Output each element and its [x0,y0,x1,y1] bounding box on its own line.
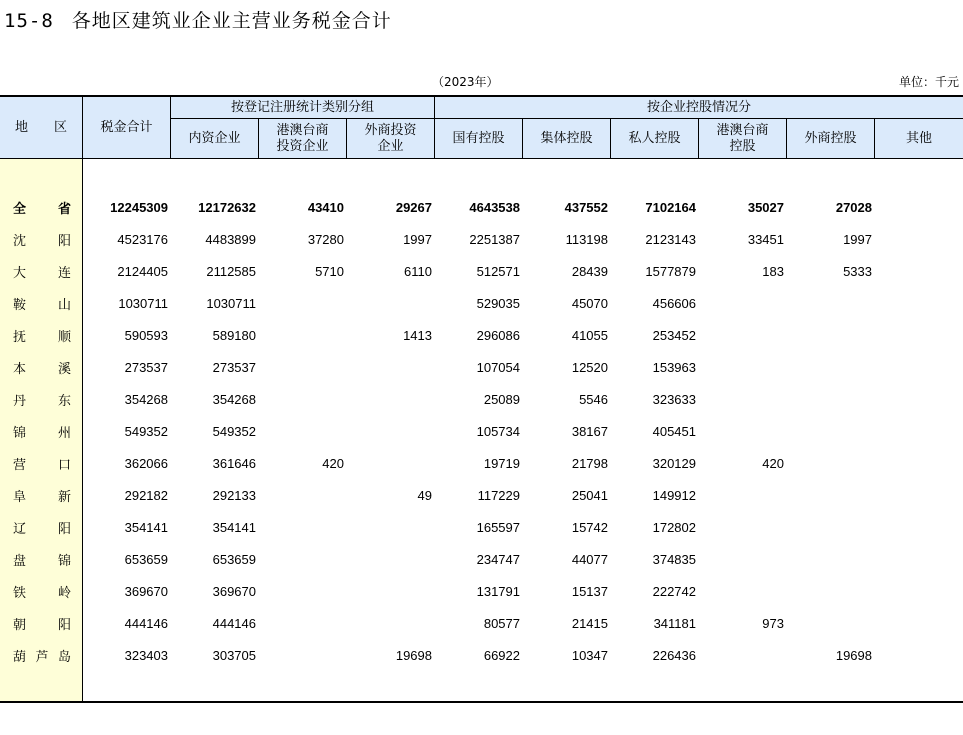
cell-collective: 5546 [579,391,608,407]
cell-foreign-invest: 49 [417,487,432,503]
cell-hkmt-ctrl: 420 [762,455,784,471]
cell-foreign-invest [346,543,432,575]
cell-foreign-ctrl [786,415,872,447]
region-name: 铁 岭 [13,585,71,601]
cell-hkmt-invest [258,479,344,511]
table-row [0,543,963,575]
cell-hkmt-ctrl: 183 [762,263,784,279]
unit-label: 单位：千元 [898,75,959,89]
cell-domestic: 292133 [212,487,256,503]
cell-domestic: 354141 [212,519,256,535]
cell-hkmt-invest [258,415,344,447]
table-row [0,607,963,639]
cell-hkmt-ctrl [698,319,784,351]
cell-private: 456606 [652,295,696,311]
cell-total: 273537 [124,359,168,375]
cell-collective: 41055 [571,327,608,343]
header-hkmt-invest: 港澳台商 投资企业 [276,123,329,154]
region-name: 抚 顺 [13,329,71,345]
cell-total: 362066 [124,455,168,471]
cell-hkmt-invest: 420 [322,455,344,471]
cell-domestic: 369670 [212,583,256,599]
cell-hkmt-ctrl [698,383,784,415]
cell-total: 1030711 [118,295,168,311]
cell-foreign-invest: 1997 [403,231,432,247]
cell-domestic: 2112585 [206,263,256,279]
cell-hkmt-ctrl [698,479,784,511]
cell-other [874,479,960,511]
cell-foreign-ctrl: 27028 [835,199,872,215]
cell-collective: 10347 [571,647,608,663]
cell-foreign-invest [346,607,432,639]
cell-other [874,191,960,223]
header-state: 国有控股 [452,131,505,146]
cell-domestic: 273537 [212,359,256,375]
cell-other [874,447,960,479]
cell-state: 66922 [483,647,520,663]
cell-hkmt-ctrl [698,639,784,671]
cell-private: 374835 [652,551,696,567]
cell-hkmt-ctrl: 35027 [747,199,784,215]
cell-collective: 437552 [564,199,608,215]
header-other: 其他 [905,131,932,146]
region-name: 辽 阳 [13,521,71,537]
table-row [0,287,963,319]
cell-foreign-ctrl: 1997 [843,231,872,247]
region-name: 盘 锦 [13,553,71,569]
cell-foreign-ctrl: 5333 [843,263,872,279]
cell-total: 323403 [124,647,168,663]
cell-hkmt-invest [258,287,344,319]
cell-private: 320129 [652,455,696,471]
cell-total: 4523176 [117,231,168,247]
cell-domestic: 4483899 [205,231,256,247]
cell-state: 19719 [483,455,520,471]
region-name: 本 溪 [13,361,71,377]
cell-private: 341181 [653,615,696,631]
table-row [0,255,963,287]
cell-other [874,511,960,543]
cell-collective: 21415 [571,615,608,631]
cell-hkmt-ctrl [698,415,784,447]
cell-other [874,255,960,287]
cell-hkmt-invest [258,607,344,639]
cell-state: 4643538 [469,199,520,215]
table-row [0,447,963,479]
cell-foreign-ctrl: 19698 [835,647,872,663]
cell-domestic: 549352 [212,423,256,439]
header-group-registration: 按登记注册统计类别分组 [230,99,374,115]
cell-domestic: 444146 [212,615,256,631]
cell-state: 165597 [476,519,520,535]
cell-hkmt-ctrl [698,287,784,319]
cell-domestic: 653659 [212,551,256,567]
cell-domestic: 12172632 [198,199,256,215]
cell-state: 105734 [476,423,520,439]
cell-total: 354141 [124,519,168,535]
table-row [0,383,963,415]
cell-total: 354268 [124,391,168,407]
header-hkmt-control: 港澳台商 控股 [716,123,769,154]
cell-total: 12245309 [110,199,168,215]
cell-total: 2124405 [117,263,168,279]
cell-total: 444146 [124,615,168,631]
cell-private: 2123143 [645,231,696,247]
region-name: 鞍 山 [13,297,71,313]
cell-foreign-invest [346,447,432,479]
cell-other [874,223,960,255]
table-header [0,95,963,159]
cell-hkmt-invest [258,351,344,383]
region-name: 朝 阳 [13,617,71,633]
cell-other [874,607,960,639]
table-row [0,191,963,223]
cell-total: 292182 [124,487,168,503]
header-region: 地 区 [14,120,67,135]
region-name: 营 口 [13,457,71,473]
cell-hkmt-invest: 43410 [307,199,344,215]
year-label: （2023年） [432,75,499,89]
table-row [0,575,963,607]
cell-other [874,639,960,671]
region-name: 全 省 [13,201,71,217]
cell-foreign-ctrl [786,511,872,543]
cell-total: 549352 [124,423,168,439]
cell-private: 1577879 [645,263,696,279]
cell-hkmt-invest: 37280 [307,231,344,247]
table-number: 15-8 [4,10,54,32]
header-private: 私人控股 [628,131,681,146]
cell-private: 153963 [652,359,696,375]
cell-foreign-invest [346,415,432,447]
cell-foreign-ctrl [786,575,872,607]
region-name: 丹 东 [13,393,71,409]
cell-collective: 45070 [571,295,608,311]
table-row [0,319,963,351]
header-foreign-invest: 外商投资 企业 [364,123,417,154]
cell-private: 226436 [652,647,696,663]
cell-collective: 15137 [571,583,608,599]
cell-other [874,543,960,575]
cell-hkmt-invest [258,639,344,671]
cell-foreign-invest [346,575,432,607]
table-bottom-rule [0,701,963,703]
cell-foreign-invest: 1413 [403,327,432,343]
cell-foreign-invest: 19698 [395,647,432,663]
cell-private: 222742 [652,583,696,599]
cell-hkmt-invest: 5710 [315,263,344,279]
cell-foreign-ctrl [786,479,872,511]
cell-hkmt-invest [258,511,344,543]
cell-state: 512571 [476,263,520,279]
cell-state: 80577 [483,615,520,631]
cell-hkmt-ctrl [698,575,784,607]
cell-total: 653659 [124,551,168,567]
cell-state: 234747 [476,551,520,567]
cell-other [874,383,960,415]
cell-state: 296086 [476,327,520,343]
cell-private: 323633 [652,391,696,407]
cell-private: 172802 [652,519,696,535]
cell-hkmt-ctrl [698,543,784,575]
table-row [0,511,963,543]
table-row [0,223,963,255]
cell-collective: 25041 [571,487,608,503]
cell-other [874,287,960,319]
cell-collective: 44077 [571,551,608,567]
cell-total: 369670 [124,583,168,599]
cell-foreign-ctrl [786,607,872,639]
cell-other [874,415,960,447]
cell-private: 149912 [652,487,696,503]
cell-hkmt-ctrl [698,511,784,543]
cell-foreign-invest: 6110 [404,263,432,279]
cell-domestic: 361646 [212,455,256,471]
cell-collective: 21798 [571,455,608,471]
cell-foreign-ctrl [786,543,872,575]
cell-state: 2251387 [469,231,520,247]
page-title [4,6,392,33]
cell-other [874,351,960,383]
table-row [0,639,963,671]
cell-private: 405451 [652,423,696,439]
header-foreign-control: 外商控股 [804,131,857,146]
cell-other [874,575,960,607]
table-row [0,479,963,511]
cell-private: 253452 [652,327,696,343]
header-group-control: 按企业控股情况分 [646,99,751,115]
cell-foreign-invest [346,351,432,383]
cell-state: 529035 [476,295,520,311]
cell-foreign-ctrl [786,447,872,479]
region-name: 大 连 [13,265,71,281]
cell-foreign-invest [346,383,432,415]
cell-state: 117229 [477,487,520,503]
region-name: 阜 新 [13,489,71,505]
cell-foreign-invest [346,511,432,543]
table-title: 各地区建筑业企业主营业务税金合计 [71,10,392,32]
cell-foreign-invest: 29267 [395,199,432,215]
cell-domestic: 354268 [212,391,256,407]
cell-collective: 113198 [565,231,608,247]
table-row [0,415,963,447]
cell-collective: 28439 [571,263,608,279]
cell-hkmt-invest [258,383,344,415]
cell-hkmt-ctrl: 33451 [747,231,784,247]
table-row [0,351,963,383]
cell-state: 131791 [476,583,520,599]
cell-other [874,319,960,351]
cell-collective: 38167 [571,423,608,439]
cell-hkmt-invest [258,575,344,607]
cell-collective: 12520 [571,359,608,375]
cell-foreign-invest [346,287,432,319]
cell-domestic: 1030711 [206,295,256,311]
region-name: 葫 芦 岛 [13,649,71,665]
cell-state: 107054 [476,359,520,375]
cell-hkmt-invest [258,319,344,351]
region-name: 沈 阳 [13,233,71,249]
cell-total: 590593 [124,327,168,343]
cell-private: 7102164 [645,199,696,215]
region-name: 锦 州 [13,425,71,441]
cell-hkmt-ctrl [698,351,784,383]
cell-domestic: 303705 [212,647,256,663]
header-domestic: 内资企业 [188,131,241,146]
header-tax-total: 税金合计 [100,120,153,135]
cell-foreign-ctrl [786,383,872,415]
cell-foreign-ctrl [786,319,872,351]
header-collective: 集体控股 [540,131,593,146]
cell-foreign-ctrl [786,351,872,383]
cell-domestic: 589180 [212,327,256,343]
cell-collective: 15742 [571,519,608,535]
cell-hkmt-ctrl: 973 [762,615,784,631]
cell-foreign-ctrl [786,287,872,319]
cell-state: 25089 [483,391,520,407]
cell-hkmt-invest [258,543,344,575]
